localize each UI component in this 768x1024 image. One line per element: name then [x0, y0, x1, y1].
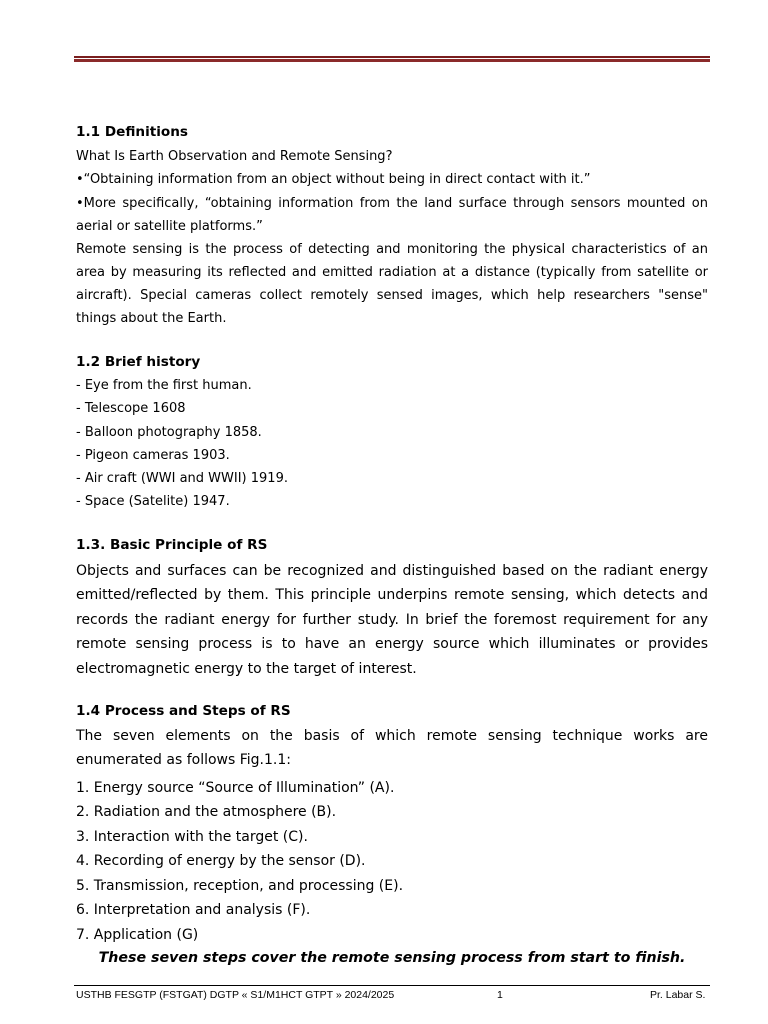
definition-bullet-1: •“Obtaining information from an object without being in direct contact with it.” — [76, 172, 591, 187]
footer-rule — [74, 985, 710, 986]
definition-question: What Is Earth Observation and Remote Sensing? — [76, 149, 393, 164]
history-item: - Telescope 1608 — [76, 401, 186, 416]
history-item: - Pigeon cameras 1903. — [76, 448, 230, 463]
closing-statement: These seven steps cover the remote sensing process from start to finish. — [98, 950, 686, 966]
section-1-3-heading: 1.3. Basic Principle of RS — [76, 537, 268, 553]
process-step: 1. Energy source “Source of Illumination” (A). — [76, 780, 395, 796]
header-rule-thick — [74, 59, 710, 62]
footer-author: Pr. Labar S. — [650, 989, 706, 1001]
history-item: - Air craft (WWI and WWII) 1919. — [76, 471, 288, 486]
process-step: 6. Interpretation and analysis (F). — [76, 902, 311, 918]
footer-course-info: USTHB FESGTP (FSTGAT) DGTP « S1/M1HCT GTPT » 2024/2025 — [76, 989, 395, 1001]
history-item: - Eye from the first human. — [76, 378, 252, 393]
principle-paragraph: Objects and surfaces can be recognized and distinguished based on the radiant energy emitted/reflected by them. This principle underpins remote sensing, which detects and records the radiant energy for further study. In brief the foremost requirement for any remote sensing process is to have an energy source which illuminates or provides electromagnetic energy to the target of interest. — [76, 563, 708, 677]
section-1-4-heading: 1.4 Process and Steps of RS — [76, 703, 291, 719]
process-intro: The seven elements on the basis of which remote sensing technique works are enumerated as follows Fig.1.1: — [76, 728, 708, 769]
process-step: 3. Interaction with the target (C). — [76, 829, 308, 845]
header-rule-thin — [74, 56, 710, 58]
history-item: - Balloon photography 1858. — [76, 425, 262, 440]
process-step: 4. Recording of energy by the sensor (D). — [76, 853, 366, 869]
section-1-1-heading: 1.1 Definitions — [76, 124, 188, 140]
section-1-2-heading: 1.2 Brief history — [76, 354, 201, 370]
process-step: 7. Application (G) — [76, 927, 199, 943]
definition-paragraph: Remote sensing is the process of detecting and monitoring the physical characteristics of an area by measuring its reflected and emitted radiation at a distance (typically from satellite or aircraft). Special cameras collect remotely sensed images, which help researchers "sense" things about the Earth. — [76, 242, 708, 326]
page-number: 1 — [497, 989, 503, 1001]
history-item: - Space (Satelite) 1947. — [76, 494, 230, 509]
process-step: 5. Transmission, reception, and processing (E). — [76, 878, 404, 894]
process-step: 2. Radiation and the atmosphere (B). — [76, 804, 337, 820]
definition-bullet-2: •More specifically, “obtaining information from the land surface through sensors mounted on aerial or satellite platforms.” — [76, 196, 708, 234]
